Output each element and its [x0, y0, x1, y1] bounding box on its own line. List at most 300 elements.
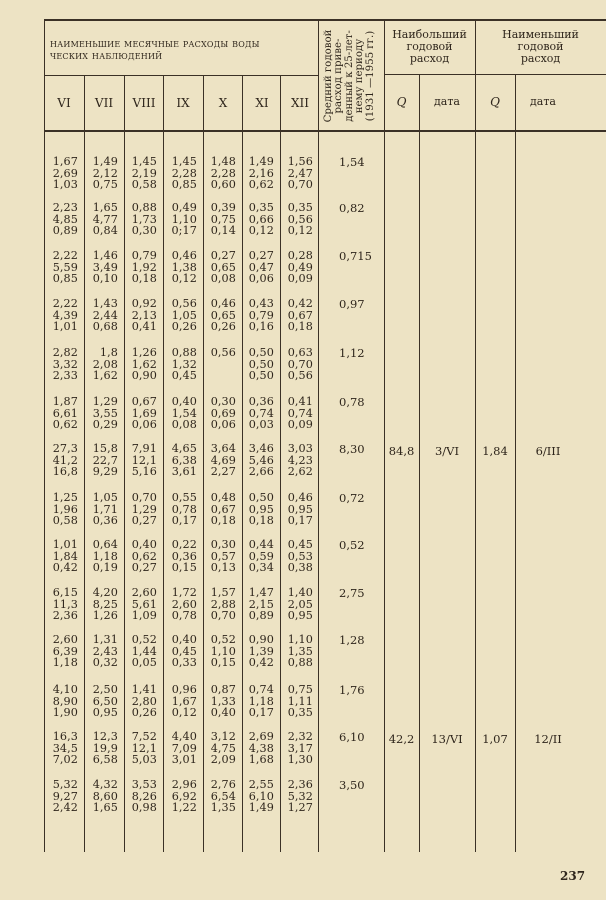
table-cell: 6,50: [92, 694, 118, 708]
table-cell: 2,27: [210, 465, 236, 478]
table-cell: 0,63: [287, 346, 313, 359]
table-cell: 2,96: [171, 778, 197, 791]
table-cell: 2,69: [52, 166, 78, 180]
table-cell: 2,42: [52, 801, 78, 814]
table-cell: 2,22: [52, 297, 78, 310]
table-cell: 0,40: [171, 633, 197, 646]
max-q-value: 84,8: [388, 444, 415, 458]
table-cell: 0,62: [248, 178, 274, 191]
table-cell: 0,35: [248, 201, 274, 214]
col-divider: [384, 20, 385, 852]
table-cell: 5,32: [52, 778, 78, 791]
table-cell: 0,27: [248, 249, 274, 262]
table-cell: 0,67: [287, 308, 313, 322]
table-cell: 1,10: [171, 212, 197, 226]
table-cell: 0,52: [210, 633, 236, 646]
table-cell: 0,98: [131, 801, 157, 814]
table-cell: 0,06: [248, 272, 274, 285]
table-cell: 2,88: [210, 597, 236, 611]
table-cell: 3,55: [92, 406, 118, 420]
min-date-value: 6/III: [535, 444, 561, 458]
table-cell: 3,03: [287, 442, 313, 455]
table-cell: 7,91: [131, 442, 157, 455]
table-cell: 3,49: [92, 260, 118, 274]
table-cell: 6,61: [52, 406, 78, 420]
table-cell: 0,89: [52, 224, 78, 237]
table-cell: 0,40: [171, 395, 197, 408]
col-divider: [44, 20, 45, 852]
avg-flow-value: 0,82: [339, 201, 365, 215]
table-cell: 1,73: [131, 212, 157, 226]
table-cell: 0,88: [131, 201, 157, 214]
table-cell: 0,16: [248, 320, 274, 333]
table-cell: 0,90: [131, 369, 157, 382]
table-cell: 0,75: [210, 212, 236, 226]
group-title-line1: наименьшие месячные расходы воды: [50, 37, 260, 50]
table-cell: 8,60: [92, 789, 118, 803]
table-cell: 16,3: [52, 730, 78, 743]
table-cell: 7,02: [52, 753, 78, 766]
table-cell: 0,40: [131, 538, 157, 551]
table-cell: 0,26: [131, 706, 157, 719]
avg-flow-value: 3,50: [339, 778, 365, 792]
table-cell: 0,34: [248, 561, 274, 574]
table-cell: 0,28: [287, 249, 313, 262]
table-cell: 0,95: [287, 609, 313, 622]
table-cell: 2,76: [210, 778, 236, 791]
table-cell: 2,47: [287, 166, 313, 180]
table-cell: 0,69: [210, 406, 236, 420]
table-cell: 0,84: [92, 224, 118, 237]
table-cell: 12,1: [131, 741, 157, 755]
table-cell: 1,26: [131, 346, 157, 359]
table-cell: 1,26: [92, 609, 118, 622]
table-cell: 1,72: [171, 586, 197, 599]
table-cell: 19,9: [92, 741, 118, 755]
table-cell: 0,85: [171, 178, 197, 191]
table-cell: 0,67: [210, 502, 236, 516]
col-divider: [84, 76, 85, 852]
table-cell: 0,12: [248, 224, 274, 237]
table-cell: 0,49: [171, 201, 197, 214]
table-cell: 1,31: [92, 633, 118, 646]
table-cell: 2,28: [171, 166, 197, 180]
group-title-line2: ческих наблюдений: [50, 49, 163, 62]
table-cell: 0,30: [210, 538, 236, 551]
table-cell: 1,71: [92, 502, 118, 516]
table-cell: 0,75: [287, 683, 313, 696]
table-cell: 1,29: [131, 502, 157, 516]
table-cell: 0,58: [52, 514, 78, 527]
page-number: 237: [560, 869, 586, 883]
table-cell: 0,75: [92, 178, 118, 191]
table-cell: 0,06: [210, 418, 236, 431]
table-cell: 1,69: [131, 406, 157, 420]
table-cell: 0,74: [287, 406, 313, 420]
table-cell: 0,90: [248, 633, 274, 646]
table-cell: 6,54: [210, 789, 236, 803]
table-cell: 11,3: [52, 597, 78, 611]
table-cell: 5,32: [287, 789, 313, 803]
table-cell: 1,49: [248, 801, 274, 814]
table-cell: 0,85: [52, 272, 78, 285]
table-cell: 2,13: [131, 308, 157, 322]
table-cell: 1,25: [52, 491, 78, 504]
table-cell: 0,89: [248, 609, 274, 622]
table-cell: 2,43: [92, 644, 118, 658]
table-cell: 1,45: [131, 155, 157, 168]
table-cell: 0,68: [92, 320, 118, 333]
table-cell: 0,53: [287, 549, 313, 563]
table-cell: 2,05: [287, 597, 313, 611]
min-date-value: 12/II: [534, 732, 562, 746]
table-cell: 1,22: [171, 801, 197, 814]
table-cell: 0,57: [210, 549, 236, 563]
table-cell: 0,64: [92, 538, 118, 551]
table-cell: 1,18: [52, 656, 78, 669]
table-cell: 4,10: [52, 683, 78, 696]
table-cell: 12,1: [131, 453, 157, 467]
max-flow-title: Наибольший годовой расход: [392, 28, 467, 65]
table-cell: 0,95: [92, 706, 118, 719]
table-cell: 0,36: [171, 549, 197, 563]
table-cell: 5,61: [131, 597, 157, 611]
table-cell: 0,49: [287, 260, 313, 274]
table-cell: 0,27: [131, 514, 157, 527]
table-cell: 1,43: [92, 297, 118, 310]
table-cell: 0,30: [131, 224, 157, 237]
month-header: XI: [255, 96, 269, 110]
table-cell: 0,46: [171, 249, 197, 262]
table-cell: 0,41: [131, 320, 157, 333]
table-cell: 1,03: [52, 178, 78, 191]
table-cell: 1,05: [92, 491, 118, 504]
table-cell: 0,70: [287, 357, 313, 371]
table-cell: 0,36: [92, 514, 118, 527]
table-cell: 3,01: [171, 753, 197, 766]
table-cell: 0,08: [171, 418, 197, 431]
avg-flow-value: 1,28: [339, 633, 365, 647]
col-divider: [124, 76, 125, 852]
table-cell: 1,27: [287, 801, 313, 814]
table-cell: 0,46: [287, 491, 313, 504]
table-cell: 1,18: [92, 549, 118, 563]
table-cell: 2,69: [248, 730, 274, 743]
table-cell: 0,48: [210, 491, 236, 504]
table-cell: 2,36: [52, 609, 78, 622]
table-cell: 1,47: [248, 586, 274, 599]
table-cell: 8,25: [92, 597, 118, 611]
table-cell: 1,8: [99, 346, 118, 359]
table-cell: 4,85: [52, 212, 78, 226]
month-header: VIII: [132, 96, 156, 110]
table-top-rule: [44, 19, 606, 21]
table-cell: 0,70: [210, 609, 236, 622]
table-cell: 1,39: [248, 644, 274, 658]
table-cell: 0,74: [248, 683, 274, 696]
table-cell: 4,69: [210, 453, 236, 467]
table-cell: 0,17: [171, 514, 197, 527]
table-cell: 0,32: [92, 656, 118, 669]
table-cell: 1,01: [52, 320, 78, 333]
avg-flow-value: 0,97: [339, 297, 365, 311]
table-cell: 6,15: [52, 586, 78, 599]
table-cell: 0,79: [131, 249, 157, 262]
avg-flow-value: 0,72: [339, 491, 365, 505]
table-cell: 0,46: [210, 297, 236, 310]
table-cell: 0,06: [131, 418, 157, 431]
table-cell: 1,44: [131, 644, 157, 658]
table-cell: 0,62: [52, 418, 78, 431]
table-cell: 2,50: [92, 683, 118, 696]
table-cell: 0,56: [287, 369, 313, 382]
table-cell: 2,08: [92, 357, 118, 371]
table-cell: 7,52: [131, 730, 157, 743]
min-q-label: Q: [490, 95, 500, 109]
table-cell: 4,77: [92, 212, 118, 226]
table-cell: 1,30: [287, 753, 313, 766]
table-cell: 0,17: [248, 706, 274, 719]
table-cell: 0,42: [248, 656, 274, 669]
max-q-value: 42,2: [388, 732, 415, 746]
table-cell: 1,96: [52, 502, 78, 516]
table-cell: 0,09: [287, 418, 313, 431]
table-cell: 2,09: [210, 753, 236, 766]
table-cell: 1,33: [210, 694, 236, 708]
table-cell: 9,29: [92, 465, 118, 478]
table-cell: 1,10: [287, 633, 313, 646]
table-cell: 1,65: [92, 201, 118, 214]
table-cell: 5,03: [131, 753, 157, 766]
table-cell: 0,52: [131, 633, 157, 646]
table-cell: 0,13: [210, 561, 236, 574]
table-cell: 1,62: [131, 357, 157, 371]
table-cell: 0,50: [248, 357, 274, 371]
table-cell: 3,53: [131, 778, 157, 791]
avg-flow-value: 1,76: [339, 683, 365, 697]
table-cell: 0,15: [171, 561, 197, 574]
table-cell: 2,33: [52, 369, 78, 382]
table-cell: 0,30: [210, 395, 236, 408]
table-cell: 1,49: [248, 155, 274, 168]
table-cell: 6,10: [248, 789, 274, 803]
table-cell: 1,56: [287, 155, 313, 168]
table-cell: 16,8: [52, 465, 78, 478]
table-cell: 2,19: [131, 166, 157, 180]
min-flow-title: Наименьший годовой расход: [502, 28, 579, 65]
table-cell: 1,57: [210, 586, 236, 599]
table-cell: 3,12: [210, 730, 236, 743]
avg-flow-header: [318, 22, 382, 130]
table-cell: 3,17: [287, 741, 313, 755]
table-cell: 0,50: [248, 491, 274, 504]
table-cell: 4,65: [171, 442, 197, 455]
avg-flow-value: 8,30: [339, 442, 365, 456]
table-cell: 1,65: [92, 801, 118, 814]
table-cell: 7,09: [171, 741, 197, 755]
table-cell: 0,18: [248, 514, 274, 527]
table-cell: 4,23: [287, 453, 313, 467]
table-cell: 4,32: [92, 778, 118, 791]
table-cell: 0,62: [131, 549, 157, 563]
max-date-value: 13/VI: [431, 732, 463, 746]
table-cell: 0,45: [287, 538, 313, 551]
table-cell: 2,22: [52, 249, 78, 262]
table-cell: 1,54: [171, 406, 197, 420]
table-cell: 0,19: [92, 561, 118, 574]
table-cell: 0,65: [210, 260, 236, 274]
table-cell: 0,15: [210, 656, 236, 669]
table-cell: 0,27: [210, 249, 236, 262]
table-cell: 2,16: [248, 166, 274, 180]
table-cell: 1,67: [171, 694, 197, 708]
col-divider: [242, 76, 243, 852]
table-cell: 2,66: [248, 465, 274, 478]
table-cell: 4,38: [248, 741, 274, 755]
table-cell: 8,90: [52, 694, 78, 708]
table-cell: 1,18: [248, 694, 274, 708]
table-cell: 0,14: [210, 224, 236, 237]
table-cell: 0,35: [287, 201, 313, 214]
table-cell: 2,60: [52, 633, 78, 646]
table-cell: 1,41: [131, 683, 157, 696]
table-cell: 1,62: [92, 369, 118, 382]
table-cell: 0,42: [52, 561, 78, 574]
table-cell: 0,55: [171, 491, 197, 504]
table-cell: 0,58: [131, 178, 157, 191]
table-cell: 1,92: [131, 260, 157, 274]
header-mid-rule: [44, 75, 318, 76]
table-cell: 0,88: [287, 656, 313, 669]
min-q-value: 1,07: [482, 732, 508, 746]
table-cell: 1,38: [171, 260, 197, 274]
table-cell: 5,59: [52, 260, 78, 274]
table-cell: 4,39: [52, 308, 78, 322]
table-cell: 2,82: [52, 346, 78, 359]
table-cell: 0,12: [171, 706, 197, 719]
avg-flow-value: 1,12: [339, 346, 365, 360]
max-date-label: дата: [434, 95, 460, 108]
table-cell: 0,95: [287, 502, 313, 516]
col-divider: [280, 76, 281, 852]
table-cell: 12,3: [92, 730, 118, 743]
table-cell: 0,79: [248, 308, 274, 322]
table-cell: 0,08: [210, 272, 236, 285]
table-cell: 0,22: [171, 538, 197, 551]
avg-flow-value: 0,715: [339, 249, 372, 263]
table-cell: 0,38: [287, 561, 313, 574]
table-cell: 3,32: [52, 357, 78, 371]
table-cell: 4,40: [171, 730, 197, 743]
table-cell: 1,05: [171, 308, 197, 322]
table-cell: 0,35: [287, 706, 313, 719]
table-cell: 2,15: [248, 597, 274, 611]
table-cell: 0,33: [171, 656, 197, 669]
table-cell: 1,67: [52, 155, 78, 168]
table-cell: 2,80: [131, 694, 157, 708]
table-cell: 27,3: [52, 442, 78, 455]
table-cell: 1,49: [92, 155, 118, 168]
month-header: X: [218, 96, 228, 110]
table-cell: 4,75: [210, 741, 236, 755]
avg-flow-value: 6,10: [339, 730, 365, 744]
table-cell: 1,11: [287, 694, 313, 708]
table-cell: 2,44: [92, 308, 118, 322]
table-cell: 2,23: [52, 201, 78, 214]
col-divider: [163, 76, 164, 852]
month-header: VI: [57, 96, 71, 110]
table-cell: 3,46: [248, 442, 274, 455]
table-cell: 1,48: [210, 155, 236, 168]
table-cell: 1,09: [131, 609, 157, 622]
table-cell: 0,29: [92, 418, 118, 431]
table-cell: 0,27: [131, 561, 157, 574]
table-cell: 0,05: [131, 656, 157, 669]
table-cell: 0,66: [248, 212, 274, 226]
table-cell: 0,45: [171, 369, 197, 382]
table-cell: 0,18: [287, 320, 313, 333]
table-cell: 0,67: [131, 395, 157, 408]
min-q-value: 1,84: [482, 444, 508, 458]
max-date-value: 3/VI: [434, 444, 460, 458]
table-cell: 0,56: [171, 297, 197, 310]
col-divider: [203, 76, 204, 852]
table-cell: 22,7: [92, 453, 118, 467]
table-cell: 34,5: [52, 741, 78, 755]
table-cell: 5,46: [248, 453, 274, 467]
table-cell: 0,39: [210, 201, 236, 214]
table-cell: 0,09: [287, 272, 313, 285]
table-cell: 3,64: [210, 442, 236, 455]
table-cell: 0,18: [131, 272, 157, 285]
table-cell: 1,35: [210, 801, 236, 814]
table-cell: 1,32: [171, 357, 197, 371]
table-cell: 0,78: [171, 502, 197, 516]
table-cell: 1,35: [287, 644, 313, 658]
table-cell: 1,45: [171, 155, 197, 168]
table-cell: 2,36: [287, 778, 313, 791]
table-cell: 0,26: [171, 320, 197, 333]
table-cell: 0,10: [92, 272, 118, 285]
table-cell: 0,56: [287, 212, 313, 226]
table-cell: 0,92: [131, 297, 157, 310]
avg-flow-value: 0,52: [339, 538, 365, 552]
table-cell: 0,87: [210, 683, 236, 696]
table-cell: 0,65: [210, 308, 236, 322]
table-cell: 0,44: [248, 538, 274, 551]
table-cell: 1,40: [287, 586, 313, 599]
table-cell: 41,2: [52, 453, 78, 467]
month-header: VII: [94, 96, 114, 110]
table-cell: 0,45: [171, 644, 197, 658]
table-cell: 2,12: [92, 166, 118, 180]
month-header: IX: [176, 96, 190, 110]
table-cell: 0,95: [248, 502, 274, 516]
table-cell: 0,47: [248, 260, 274, 274]
table-cell: 0,70: [131, 491, 157, 504]
col-divider: [318, 20, 319, 852]
table-cell: 1,01: [52, 538, 78, 551]
avg-flow-value: 1,54: [339, 155, 365, 169]
table-cell: 0,41: [287, 395, 313, 408]
table-cell: 1,90: [52, 706, 78, 719]
table-cell: 0,42: [287, 297, 313, 310]
table-cell: 6,58: [92, 753, 118, 766]
table-cell: 8,26: [131, 789, 157, 803]
table-cell: 0,12: [171, 272, 197, 285]
table-cell: 0,50: [248, 346, 274, 359]
table-cell: 2,60: [131, 586, 157, 599]
